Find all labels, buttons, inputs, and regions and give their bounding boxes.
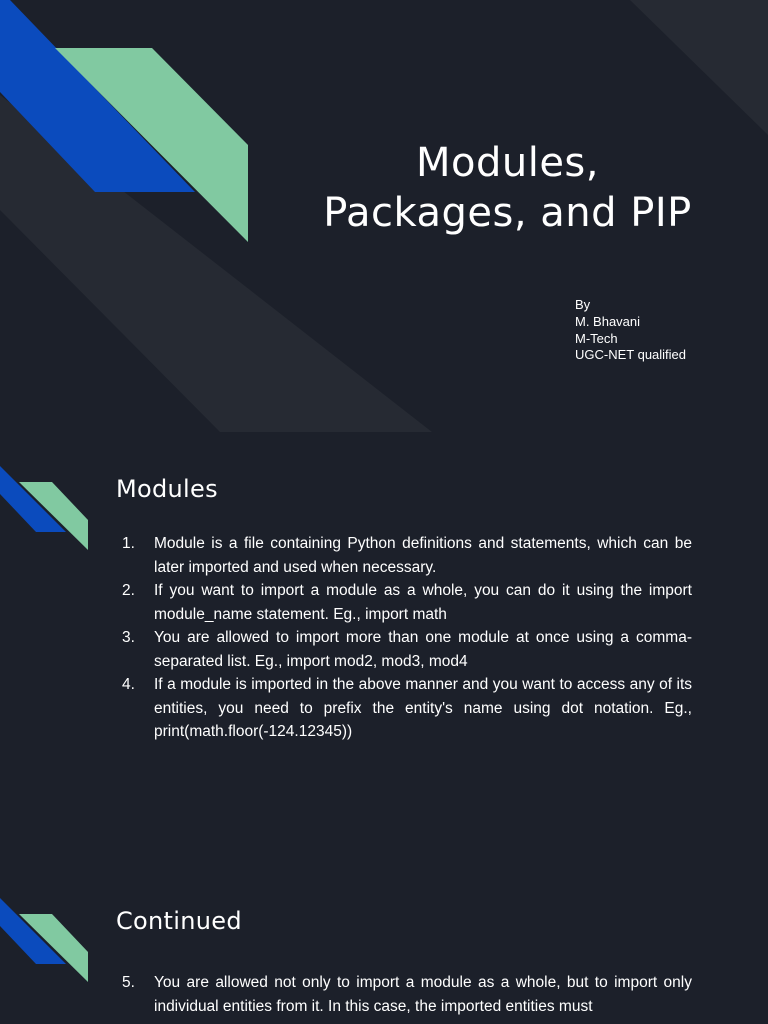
list-item [116,673,692,744]
byline-author-name: M. Bhavani [575,313,641,329]
list-text: If a module is imported in the above manner and you want to access any of its entities, you need to prefix the entity's name using dot notation. Eg., print(math.floor(-124.12345)) [154,676,692,740]
list-text: You are allowed not only to import a module as a whole, but to import only individual entities from it. In this case, the imported entities must [154,974,692,1015]
list-text: You are allowed to import more than one module at once using a comma-separated list. Eg., import mod2, mod3, mod4 [154,629,692,670]
list-item [116,971,692,1018]
slide-accent-decoration [0,432,100,562]
modules-slide [0,432,768,864]
byline-degree: M-Tech [575,330,618,346]
continued-slide [0,864,768,1024]
byline-qualification: UGC-NET qualified [575,347,687,363]
list-item [116,626,692,673]
dark-band-right [630,0,768,135]
modules-list [116,532,692,744]
title-slide [0,0,768,432]
list-number: 3. [122,629,135,646]
list-text: Module is a file containing Python definitions and statements, which can be later imported and used when necessary. [154,535,692,576]
byline-by: By [575,297,591,312]
list-text: If you want to import a module as a whole, you can do it using the import module_name statement. Eg., import math [154,582,692,623]
list-number: 5. [122,974,135,991]
list-number: 4. [122,676,135,693]
author-byline [575,297,686,364]
title-line-1: Modules, [415,140,599,186]
list-item [116,532,692,579]
continued-list [116,971,692,1018]
list-item [116,579,692,626]
slide-accent-decoration [0,864,100,994]
list-number: 2. [122,582,135,599]
slide-heading: Modules [116,475,218,503]
slide-title [290,138,725,238]
slide-heading: Continued [116,907,242,935]
list-number: 1. [122,535,135,552]
title-line-2: Packages, and PIP [323,190,692,236]
